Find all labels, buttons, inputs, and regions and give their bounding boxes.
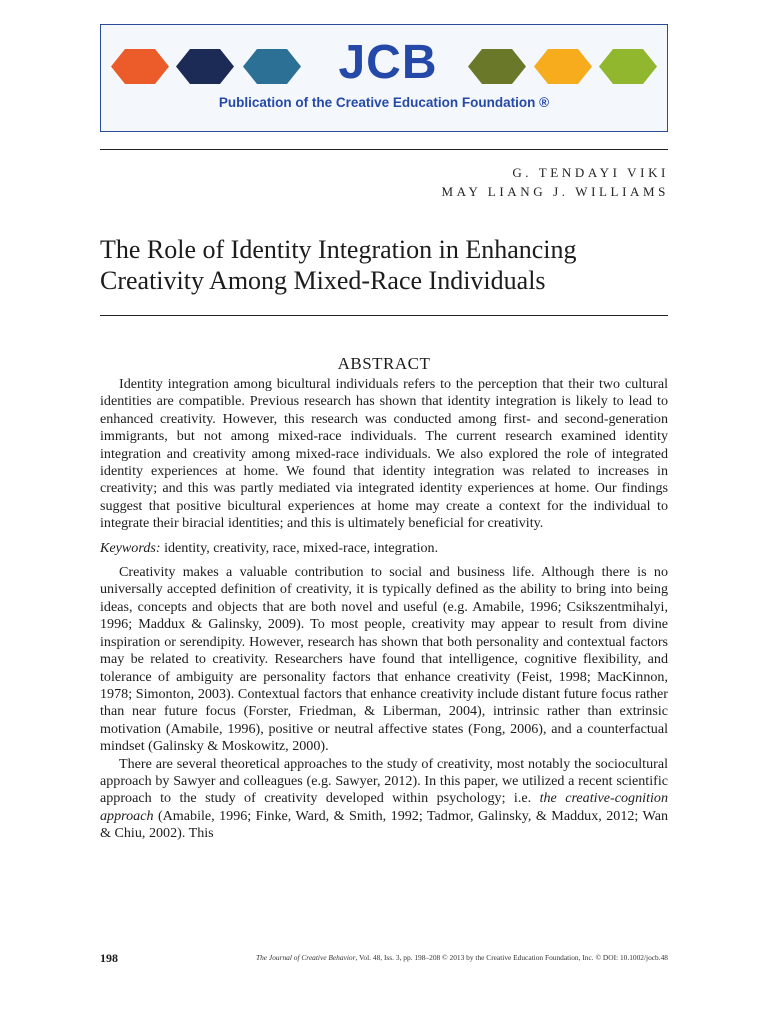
citation-details: , Vol. 48, Iss. 3, pp. 198–208 © 2013 by the Creative Education Foundation, Inc. © DOI: 10.1002/jocb.48 xyxy=(355,953,668,962)
top-divider xyxy=(100,149,668,150)
author-list xyxy=(441,163,669,201)
diamond-icon-6 xyxy=(599,49,657,84)
page-number: 198 xyxy=(100,951,118,965)
title-divider xyxy=(100,315,668,316)
diamond-shape xyxy=(534,49,592,84)
diamond-icon-3 xyxy=(243,49,301,84)
diamond-shape xyxy=(243,49,301,84)
diamond-icon-2 xyxy=(176,49,234,84)
diamond-icon-5 xyxy=(534,49,592,84)
author-name: G. TENDAYI VIKI xyxy=(512,165,669,180)
paper-title: The Role of Identity Integration in Enhancing Creativity Among Mixed-Race Individuals xyxy=(100,235,577,295)
keywords xyxy=(100,540,668,557)
diamond-shape xyxy=(468,49,526,84)
italic-term: the creative-cognition approach xyxy=(100,790,668,824)
abstract-text: Identity integration among bicultural individuals refers to the perception that their two cultural identities are compatible. Previous research has shown that identity integration is likely to lead to enhanced creativity. However, this research was conducted among first- and second-generation immigrants, but not among mixed-race individuals. The current research examined identity integration and creativity among mixed-race individuals. We also explored the role of integrated identity experiences at home. We found that identity integration was related to increases in creativity; and this was partly mediated via integrated identity experiences at home. Our findings suggest that positive bicultural experiences at home may create a context for the individual to integrate their biracial identities; and this is ultimately beneficial for creativity. xyxy=(100,376,668,532)
diamond-icon-1 xyxy=(111,49,169,84)
article-body xyxy=(100,376,668,843)
keywords-label: Keywords: xyxy=(100,539,161,556)
diamond-shape xyxy=(599,49,657,84)
abstract-heading: ABSTRACT xyxy=(337,354,431,373)
body-paragraph-2 xyxy=(100,756,668,843)
footer-citation xyxy=(256,953,668,962)
journal-banner xyxy=(100,24,668,132)
diamond-shape xyxy=(111,49,169,84)
paragraph-text: There are several theoretical approaches to the study of creativity, most notably the sociocultural approach by Sawyer and colleagues (e.g. Sawyer, 2012). In this paper, we utilized a recent scientific approach to the study of creativity developed within psychology; i.e. xyxy=(100,755,668,807)
diamond-icon-4 xyxy=(468,49,526,84)
diamond-shape xyxy=(176,49,234,84)
keywords-text: identity, creativity, race, mixed-race, integration. xyxy=(164,539,439,556)
body-paragraph-1: Creativity makes a valuable contribution to social and business life. Although there is no universally accepted definition of creativity, it is typically defined as the ability to bring into being ideas, concepts and objects that are both novel and useful (e.g. Amabile, 1996; Csikszentmihalyi, 1996; Maddux & Galinsky, 2009). To most people, creativity may appear to result from divine inspiration or serendipity. However, research has shown that both personality and contextual factors may be related to creativity. Researchers have found that intelligence, cognitive flexibility, and tolerance of ambiguity are personality factors that enhance creativity (Feist, 1998; MacKinnon, 1978; Simonton, 2003). Contextual factors that enhance creativity include distant future focus rather than near future focus (Forster, Friedman, & Liberman, 2004), intrinsic rather than extrinsic motivation (Amabile, 1996), positive or neutral affective states (Fong, 2006), and a counterfactual mindset (Galinsky & Moskowitz, 2000). xyxy=(100,564,668,755)
publication-line: Publication of the Creative Education Foundation ® xyxy=(218,95,550,110)
paragraph-text: (Amabile, 1996; Finke, Ward, & Smith, 1992; Tadmor, Galinsky, & Maddux, 2012; Wan & Chiu, 2002). This xyxy=(100,807,668,842)
author-name: MAY LIANG J. WILLIAMS xyxy=(441,184,669,199)
journal-name: The Journal of Creative Behavior xyxy=(256,953,356,962)
journal-logo: JCB xyxy=(338,36,438,89)
